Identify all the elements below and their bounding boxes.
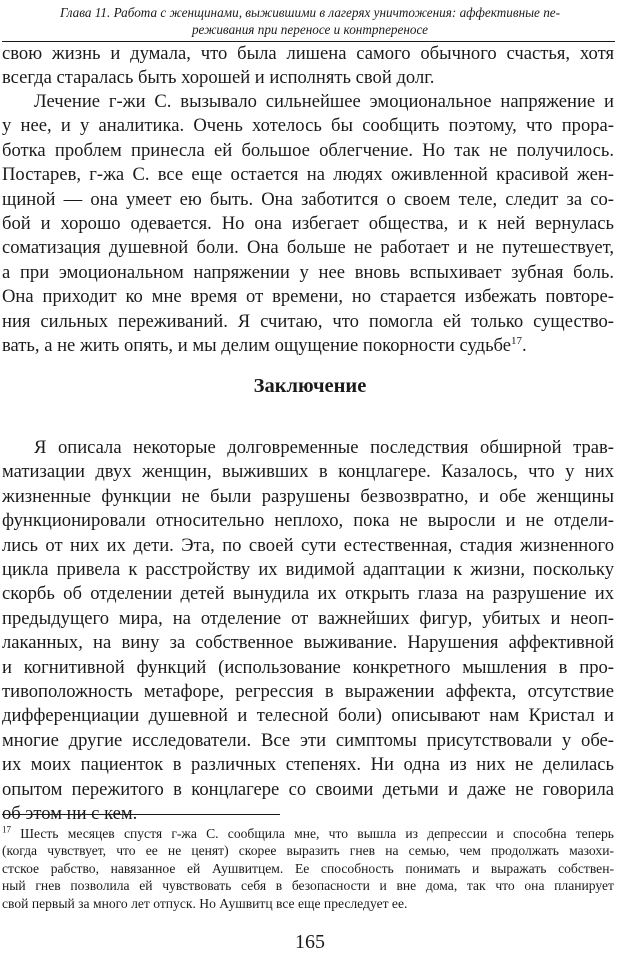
text-line: матизации двух женщин, выживших в концлагере. Казалось, что у них [2,461,614,483]
text-line: функционировали относительно неплохо, пока не выросли и не отдели- [2,510,614,532]
end-punctuation: . [522,335,527,357]
text-line: свою жизнь и думала, что была лишена самого обычного счастья, хотя [2,43,614,64]
page-number: 165 [295,931,325,953]
text-line: Постарев, г-жа С. все еще остается на людях оживленной красивой жен- [2,164,614,186]
text-line: многие другие исследователи. Все эти симптомы присутствовали у обе- [2,729,614,751]
text-line-with-footnote [2,334,614,358]
text-line: ния сильных переживаний. Я считаю, что помогла ей только существо- [2,310,614,332]
paragraph-continued [2,42,614,91]
running-header-line-2: реживания при переносе и контрпереносе [191,22,429,37]
text-line: бой и хорошо одевается. Но она избегает общества, и к ней вернулась [2,213,614,235]
text-line: Лечение г-жи С. вызывало сильнейшее эмоциональное напряжение и [34,91,614,112]
footnote-line: (когда чувствует, что ее не ценят) скорее выразить гнев на семью, чем продолжать мазохи- [2,843,614,859]
footnote-text: Шесть месяцев спустя г-жа С. сообщила мне, что вышла из депрессии и способна теперь [11,826,614,841]
footnote [2,825,614,912]
text-line: тивоположность метафоре, регрессия в выражении аффекта, отсутствие [2,681,614,703]
footnote-separator [2,814,280,815]
running-header [4,4,616,38]
section-heading: Заключение [253,375,367,397]
text-line: а при эмоциональном напряжении у нее вновь вспыхивает зубная боль. [2,261,614,283]
footnote-line: стское рабство, навязанное ей Аушвитцем. Ее способность понимать и выражать собствен- [2,860,614,876]
text-line: скорбь об отделении детей вынудила их открыть глаза на разрушение их [2,583,614,605]
running-header-line-1: Глава 11. Работа с женщинами, выжившими в лагерях уничтожения: аффективные пе- [59,5,561,20]
text-line: у нее, и у аналитика. Очень хотелось бы сообщить поэтому, что прора- [2,115,614,137]
footnote-line [2,825,614,842]
text-line: всегда старалась быть хорошей и исполнять свой долг. [2,67,435,89]
text-line: жизненные функции не были разрушены безвозвратно, и обе женщины [2,485,614,507]
text-line: опытом пережитого в концлагере со своими детьми и даже не говорила [2,778,614,800]
text-line: Я описала некоторые долговременные последствия обширной трав- [34,437,614,458]
text-line: цикла привела к расстройству их видимой адаптации к жизни, поскольку [2,559,614,581]
paragraph-treatment [2,90,614,358]
text-line: дифференциации душевной и телесной боли) описывают нам Кристал и [2,705,614,727]
footnote-line: ный гнев позволила ей чувствовать себя в безопасности и вне дома, так что она планирует [2,878,614,894]
text-line: ботка проблем принесла ей большое облегчение. Но так не получилось. [2,139,614,161]
text-line: об этом ни с кем. [2,803,138,825]
footnote-line: свой первый за много лет отпуск. Но Аушвитц все еще преследует ее. [2,895,408,911]
text-line: щиной — она умеет ею быть. Она заботится о своем теле, следит за со- [2,188,614,210]
text-line: соматизация душевной боли. Она больше не работает и не путешествует, [2,237,614,259]
text-line: Она приходит ко мне время от времени, но старается избежать повторе- [2,286,614,308]
paragraph-conclusion [2,436,614,827]
text-line: вать, а не жить опять, и мы делим ощущение покорности судьбе [2,335,512,357]
text-line: лаканных, на вину за собственное выживание. Нарушения аффективной [2,632,614,654]
footnote-reference[interactable]: 17 [511,334,523,347]
text-line: их моих пациенток в различных степенях. Ни одна из них не делилась [2,754,614,776]
text-line: лись от них их дети. Эта, по своей сути естественная, стадия жизненного [2,534,614,556]
footnote-number: 17 [2,824,11,835]
text-line: предыдущего мира, на отделение от важнейших фигур, убитых и неоп- [2,607,614,629]
text-line: и когнитивной функций (использование конкретного мышления в про- [2,656,614,678]
